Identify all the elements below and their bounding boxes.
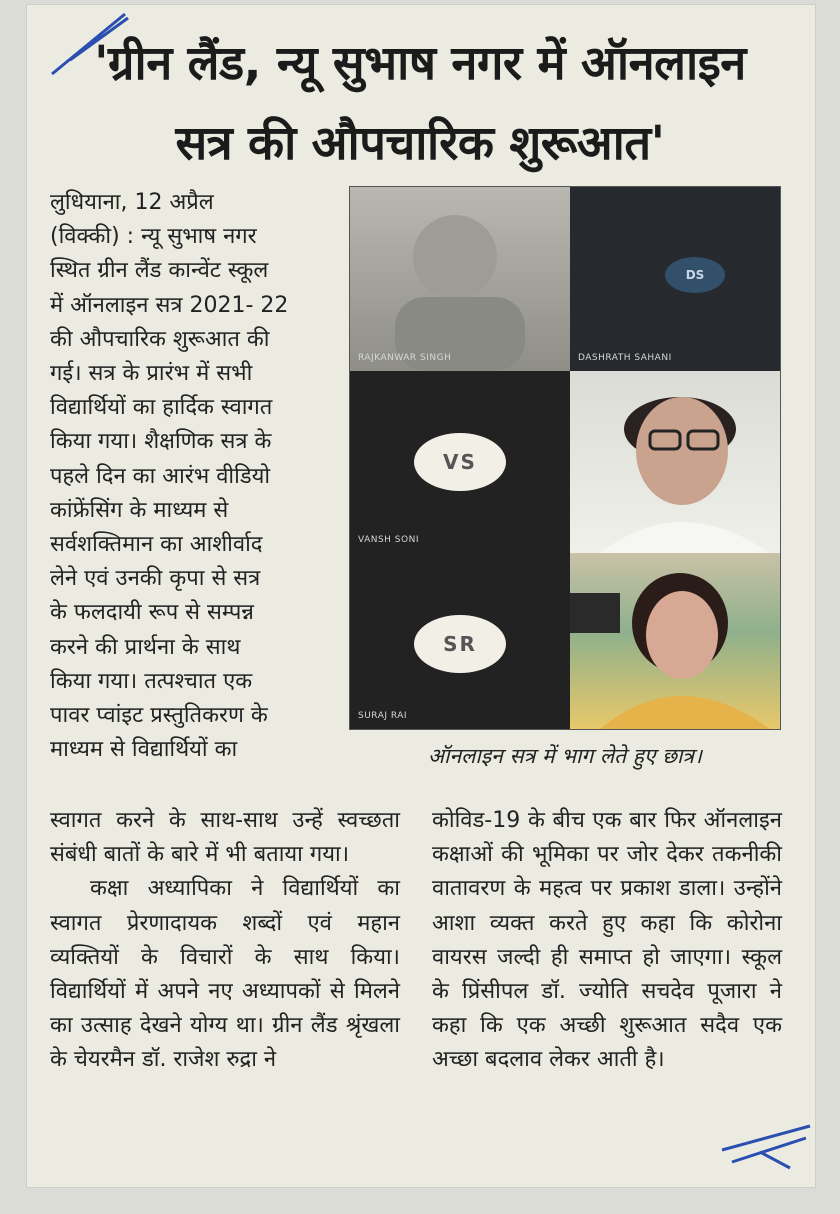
article-paragraph: कक्षा अध्यापिका ने विद्यार्थियों का स्वागत प्रेरणादायक शब्दों एवं महान व्यक्तियों के विचारों के साथ किया। विद्यार्थियों में अपने नए अध्यापकों से मिलने का उत्साह देखने योग्य था। ग्रीन लैंड श्रृंखला के चेयरमैन डॉ. राजेश रुद्रा ने [50,876,400,1073]
headline [60,24,780,184]
person-silhouette [350,187,570,371]
article-line: लुधियाना, 12 अप्रैल [50,190,214,215]
participant-name: SURAJ RAI [358,711,408,721]
avatar-initials: SR [414,615,506,673]
video-call-photo [349,186,781,730]
pen-stroke-bottom-right [722,1126,810,1168]
article-line: किया गया। शैक्षणिक सत्र के [50,429,272,455]
article-right-bottom [432,804,782,1078]
article-line: में ऑनलाइन सत्र 2021- 22 [50,292,289,318]
photo-caption: ऑनलाइन सत्र में भाग लेते हुए छात्र। [428,744,702,768]
article-line: करने की प्रार्थना के साथ [50,634,241,660]
headline-line-1: 'ग्रीन लैंड, न्यू सुभाष नगर में ऑनलाइन [94,36,746,91]
avatar-initials: VS [414,433,506,491]
person-photo [570,553,780,729]
article-paragraph: कोविड-19 के बीच एक बार फिर ऑनलाइन कक्षाओं की भूमिका पर जोर देकर तकनीकी वातावरण के महत्व पर प्रकाश डाला। उन्होंने आशा व्यक्त करते हुए कहा कि कोरोना वायरस जल्दी ही समाप्त हो जाएगा। स्कूल के प्रिंसीपल डॉ. ज्योति सचदेव पूजारा ने कहा कि एक अच्छी शुरूआत सदैव एक अच्छा बदलाव लेकर आती है। [432,808,782,1073]
participant-tile-6 [570,553,780,729]
article-line: के फलदायी रूप से सम्पन्न [50,600,254,626]
participant-tile-5 [350,553,570,729]
headline-line-2: सत्र की औपचारिक शुरूआत' [175,116,665,171]
article-line: गई। सत्र के प्रारंभ में सभी [50,361,253,387]
article-paragraph: स्वागत करने के साथ-साथ उन्हें स्वच्छता संबंधी बातों के बारे में भी बताया गया। [50,808,400,868]
participant-tile-4 [570,371,780,553]
participant-tile-3 [350,371,570,553]
article-line: की औपचारिक शुरूआत की [50,326,270,352]
article-line: (विक्की) : न्यू सुभाष नगर [50,224,257,250]
participant-tile-2 [570,187,780,371]
participant-tile-1 [350,187,570,371]
article-line: विद्यार्थियों का हार्दिक स्वागत [50,395,273,421]
article-line: लेने एवं उनकी कृपा से सत्र [50,566,261,592]
article-line: पावर प्वांइट प्रस्तुतिकरण के [50,703,268,729]
article-line: स्थित ग्रीन लैंड कान्वेंट स्कूल [50,258,269,284]
participant-name: RAJKANWAR SINGH [358,353,452,363]
article-line: सर्वशक्तिमान का आशीर्वाद [50,532,263,558]
participant-name: DASHRATH SAHANI [578,353,672,363]
avatar-badge: DS [665,257,725,293]
article-left-top [50,186,340,767]
person-photo [570,371,780,553]
article-line: कांफ्रेंसिंग के माध्यम से [50,497,229,523]
participant-name: VANSH SONI [358,535,419,545]
article-line: पहले दिन का आरंभ वीडियो [50,463,271,489]
article-line: किया गया। तत्पश्चात एक [50,668,253,694]
article-left-bottom [50,804,400,1078]
article-line: माध्यम से विद्यार्थियों का [50,737,238,763]
